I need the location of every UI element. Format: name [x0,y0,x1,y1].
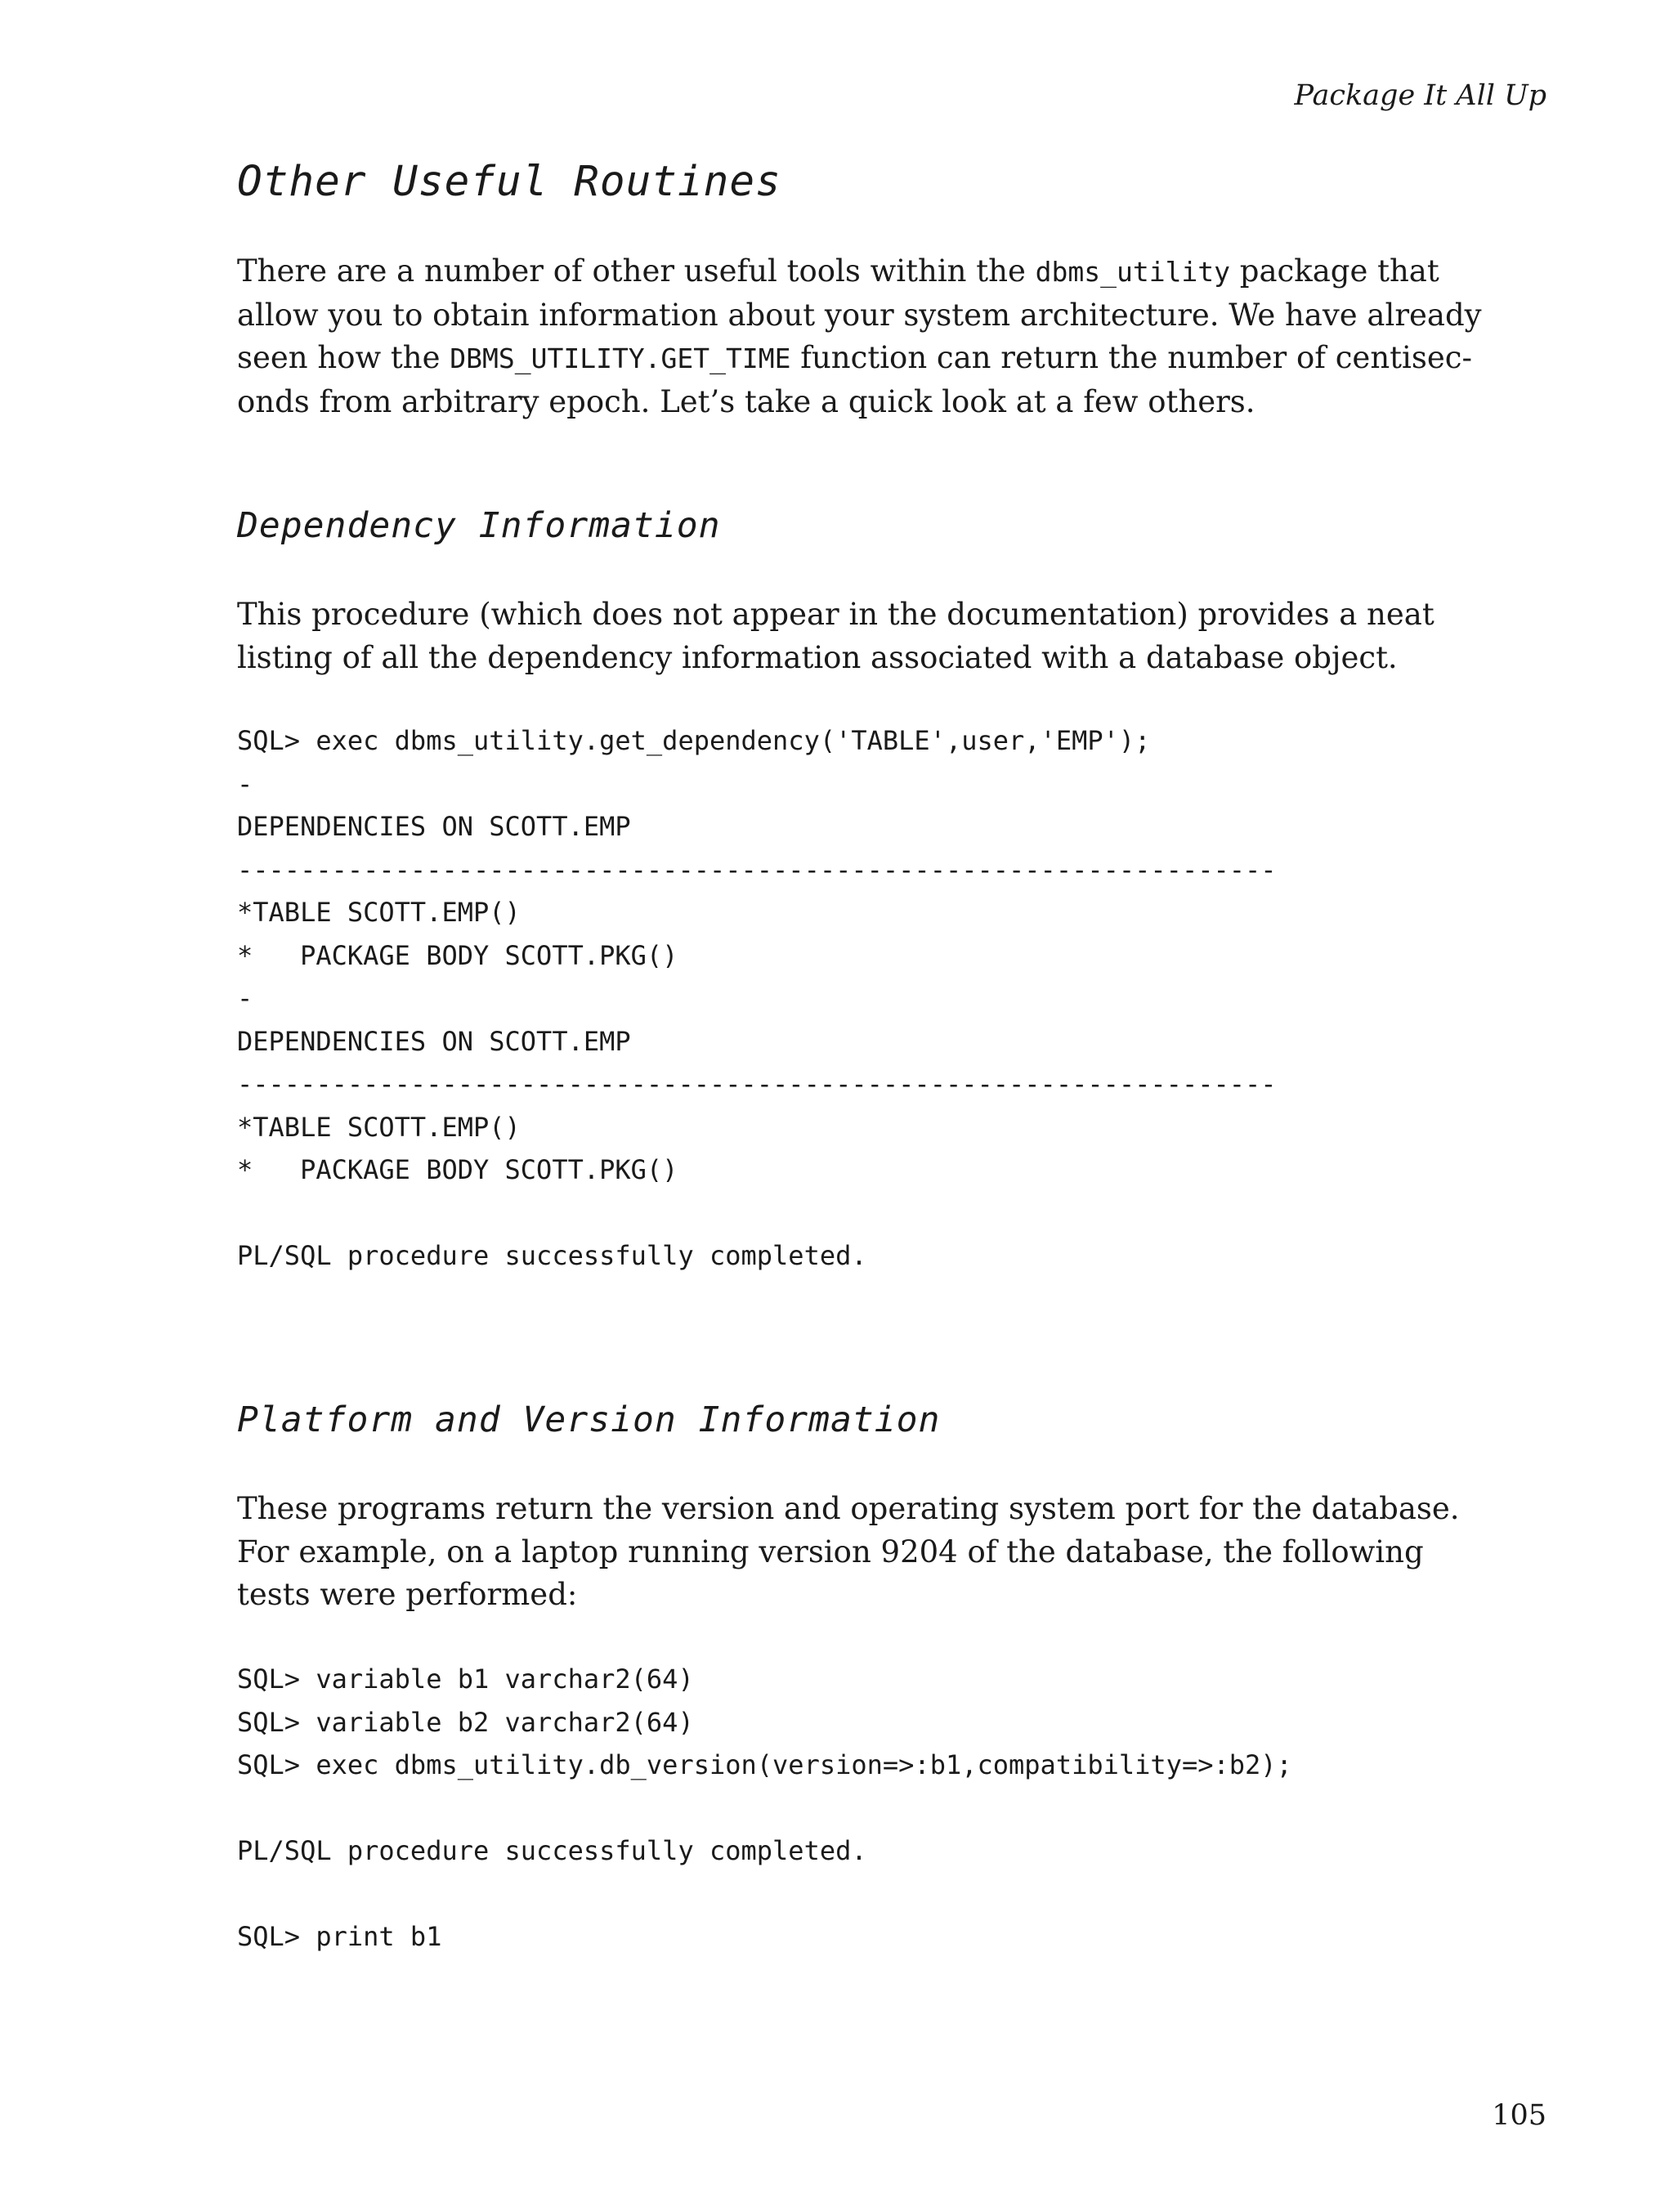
code-line [237,1787,1292,1830]
inline-code: dbms_utility [1035,256,1231,288]
code-line: SQL> variable b2 varchar2(64) [237,1706,694,1738]
code-line: SQL> print b1 [237,1921,442,1952]
code-line [237,1192,1277,1235]
code-line: DEPENDENCIES ON SCOTT.EMP [237,1025,631,1057]
inline-code: DBMS_UTILITY.GET_TIME [450,343,791,374]
paragraph-line: For example, on a laptop running version 9204 of the database, the following [237,1534,1424,1569]
code-line: SQL> exec dbms_utility.get_dependency('TABLE',user,'EMP'); [237,725,1151,756]
paragraph-other-routines [237,250,1482,423]
paragraph-platform [237,1488,1460,1617]
text-run: There are a number of other useful tools within the [237,253,1036,289]
code-line [237,1873,1292,1916]
code-line: * PACKAGE BODY SCOTT.PKG() [237,939,678,971]
code-line: PL/SQL procedure successfully completed. [237,1240,867,1271]
section-heading-other-useful-routines: Other Useful Routines [237,158,781,206]
paragraph-line: onds from arbitrary epoch. Let’s take a quick look at a few others. [237,383,1256,419]
running-head: Package It All Up [1294,79,1546,112]
text-run: function can return the number of centisec- [790,340,1472,375]
section-heading-platform-version: Platform and Version Information [237,1399,941,1440]
code-line: PL/SQL procedure successfully completed. [237,1835,867,1866]
paragraph-line [237,337,1472,381]
code-line: - [237,983,253,1014]
page-number: 105 [1492,2099,1546,2132]
text-run: seen how the [237,340,450,375]
code-line: DEPENDENCIES ON SCOTT.EMP [237,811,631,842]
paragraph-line: listing of all the dependency information associated with a database object. [237,639,1398,675]
text-run: package that [1230,253,1439,289]
paragraph-line: allow you to obtain information about your system architecture. We have already [237,297,1482,333]
code-line: ------------------------------------------------------------------ [237,1068,1277,1099]
paragraph-line: This procedure (which does not appear in the documentation) provides a neat [237,597,1435,632]
paragraph-line [237,250,1439,294]
code-line: ------------------------------------------------------------------ [237,853,1277,885]
code-line: *TABLE SCOTT.EMP() [237,1111,521,1143]
code-block-dependency [237,719,1277,1278]
paragraph-line: tests were performed: [237,1577,578,1612]
code-line: SQL> exec dbms_utility.db_version(version=>:b1,compatibility=>:b2); [237,1749,1292,1780]
code-line: - [237,768,253,799]
code-line: SQL> variable b1 varchar2(64) [237,1663,694,1695]
code-block-platform [237,1658,1292,1959]
section-heading-dependency-information: Dependency Information [237,505,721,546]
paragraph-dependency [237,593,1435,679]
code-line: *TABLE SCOTT.EMP() [237,897,521,928]
code-line: * PACKAGE BODY SCOTT.PKG() [237,1154,678,1185]
paragraph-line: These programs return the version and operating system port for the database. [237,1491,1460,1526]
